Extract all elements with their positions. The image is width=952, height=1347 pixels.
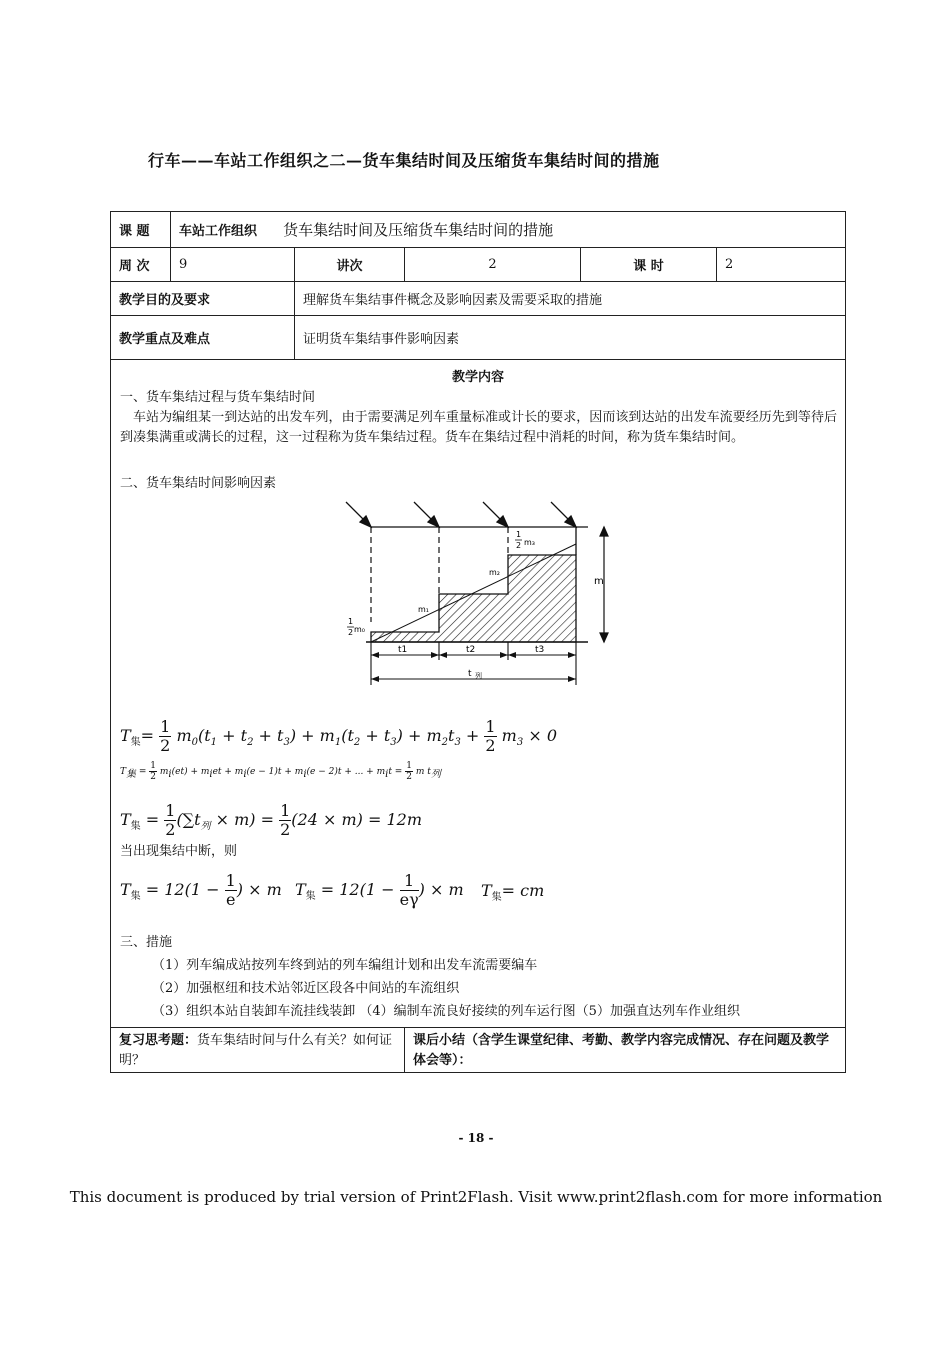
review-questions — [111, 1028, 405, 1073]
section-3-heading: 三、措施 — [120, 935, 173, 950]
lesson-plan-table — [110, 211, 846, 1073]
formula-5: $T_集 = 12(1$ − $\frac{1}{e\gamma}$ ) × m — [295, 871, 464, 909]
topic-label: 课 题 — [111, 212, 171, 248]
lesson-summary: 课后小结（含学生课堂纪律、考勤、教学内容完成情况、存在问题及教学体会等）： — [405, 1028, 846, 1073]
label-m1: m₁ — [418, 605, 429, 614]
hours-label: 课 时 — [581, 248, 717, 282]
keypoints-label: 教学重点及难点 — [111, 316, 295, 360]
lecture-value: 2 — [405, 248, 581, 282]
row-content — [111, 360, 846, 1028]
objectives-value: 理解货车集结事件概念及影响因素及需要采取的措施 — [295, 282, 846, 316]
arrival-arrows — [346, 502, 576, 527]
formula-2: $T_集$ = $\frac{1}{2}$ $m_i(et) + m_iet + m_i(e - 1)t + m_i(e - 2)t$ + ... + $m_it$ = $\frac{1}{2}$ m $t_列$ — [120, 761, 441, 782]
formula-4: $T_集 = 12(1$ − $\frac{1}{e}$ ) × m — [120, 871, 282, 909]
hatched-area — [371, 555, 576, 642]
topic-category: 车站工作组织 — [179, 224, 258, 239]
page-number: - 18 - — [458, 1131, 494, 1145]
row-review — [111, 1028, 846, 1073]
topic-value — [171, 212, 846, 248]
section-1-paragraph: 车站为编组某一到达站的出发车列，由于需要满足列车重量标准或计长的要求，因而该到达站的出发车流要经历先到等待后到凑集满重或满长的过程，这一过程称为货车集结过程。货车在集结过程中消耗的时间，称为货车集结时间。 — [120, 410, 837, 445]
half-den-right: 2 — [516, 541, 522, 550]
content-cell — [111, 360, 846, 1028]
label-m3: m₃ — [524, 538, 535, 547]
formula-6: $T_集=$ cm — [481, 881, 545, 904]
review-label: 复习思考题： — [119, 1033, 198, 1048]
measure-2: （2）加强枢纽和技术站邻近区段各中间站的车流组织 — [152, 981, 460, 996]
section-2-heading: 二、货车集结时间影响因素 — [120, 476, 277, 491]
week-label: 周 次 — [111, 248, 171, 282]
label-m2: m₂ — [489, 568, 500, 577]
formula-3: $T_集$ = $\frac{1}{2}$ $(\sum t_列 \times m)$ = $\frac{1}{2}$ (24 × m) = 12m — [120, 801, 422, 839]
teaching-content — [111, 360, 845, 1027]
lecture-label: 讲次 — [295, 248, 405, 282]
row-topic — [111, 212, 846, 248]
label-m: m — [594, 576, 604, 587]
trial-notice: This document is produced by trial version of Print2Flash. Visit www.print2flash.com for more information — [69, 1188, 883, 1206]
document-title: 行车——车站工作组织之二—货车集结时间及压缩货车集结时间的措施 — [148, 151, 660, 170]
week-value: 9 — [171, 248, 295, 282]
row-objectives — [111, 282, 846, 316]
row-keypoints — [111, 316, 846, 360]
measure-3-5: （3）组织本站自装卸车流挂线装卸 （4）编制车流良好接续的列车运行图（5）加强直达列车作业组织 — [152, 1004, 740, 1019]
label-t3: t3 — [535, 645, 545, 655]
section-1-heading: 一、货车集结过程与货车集结时间 — [120, 390, 316, 405]
label-m0: m₀ — [354, 625, 365, 634]
formula-1: $T_集=$ $\frac{1}{2}$ $m_0(t_1 + t_2 + t_3) + m_1(t_2 + t_3) + m_2t_3$ + $\frac{1}{2}$ $m_3 \times 0$ — [120, 717, 557, 755]
measure-1: （1）列车编成站按列车终到站的列车编组计划和出发车流需要编车 — [152, 958, 538, 973]
half-num-right: 1 — [516, 530, 522, 539]
row-week — [111, 248, 846, 282]
interrupt-text: 当出现集结中断，则 — [120, 844, 238, 859]
keypoints-value: 证明货车集结事件影响因素 — [295, 316, 846, 360]
content-heading: 教学内容 — [451, 370, 504, 385]
hours-value: 2 — [717, 248, 846, 282]
accumulation-diagram — [338, 500, 628, 700]
label-t-total-sub: 列 — [475, 672, 482, 680]
objectives-label: 教学目的及要求 — [111, 282, 295, 316]
half-num-left: 1 — [348, 617, 354, 626]
label-t-total: t — [468, 669, 472, 679]
label-t1: t1 — [398, 645, 408, 655]
label-t2: t2 — [466, 645, 476, 655]
half-den-left: 2 — [348, 628, 354, 637]
topic-subtitle: 货车集结时间及压缩货车集结时间的措施 — [283, 221, 554, 239]
review-text: 货车集结时间与什么有关？如何证明？ — [119, 1033, 393, 1068]
